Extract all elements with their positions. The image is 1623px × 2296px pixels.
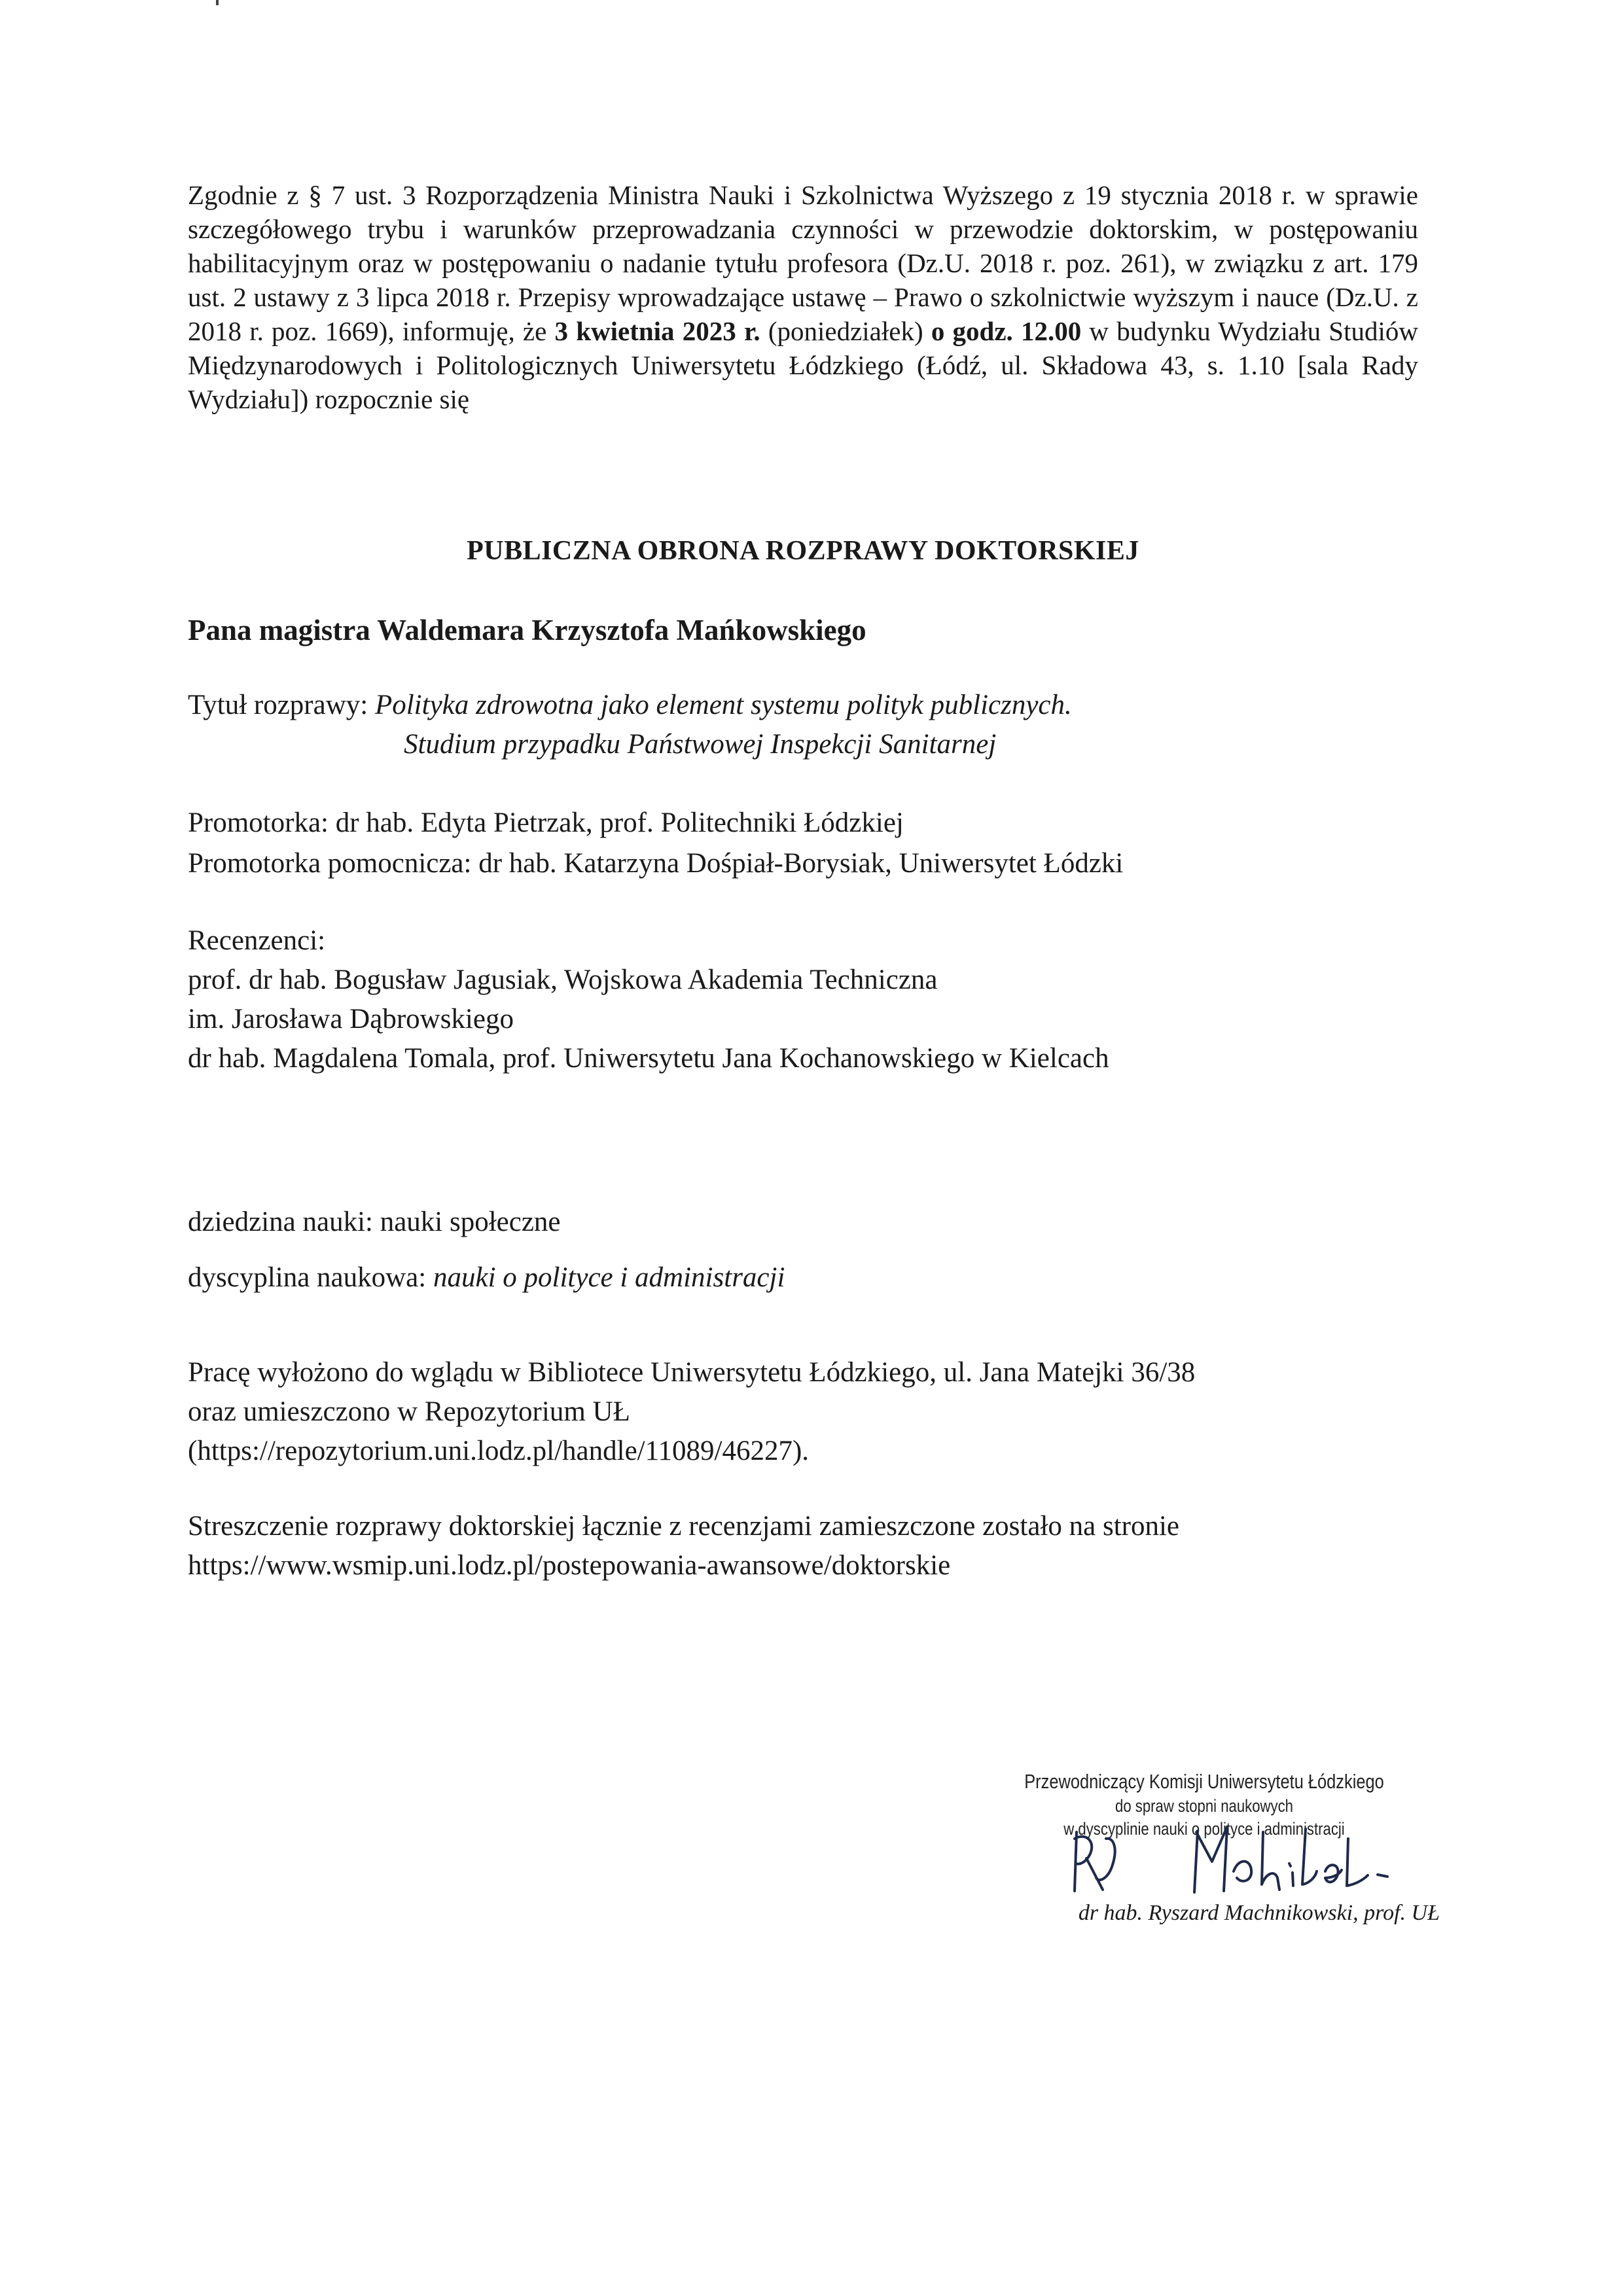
intro-text-2: (poniedziałek) bbox=[760, 316, 931, 346]
abstract-line1: Streszczenie rozprawy doktorskiej łącznie z recenzjami zamieszczone zostało na stronie bbox=[188, 1511, 1180, 1542]
field-of-science: dziedzina nauki: nauki społeczne bbox=[188, 1207, 561, 1237]
discipline-label: dyscyplina naukowa: bbox=[188, 1262, 433, 1293]
abstract-link[interactable]: https://www.wsmip.uni.lodz.pl/postepowania-awansowe/doktorskie bbox=[188, 1550, 951, 1581]
stamp-line2: do spraw stopni naukowych bbox=[1115, 1796, 1293, 1816]
scan-speck bbox=[216, 0, 219, 5]
thesis-title-line2: Studium przypadku Państwowej Inspekcji Sanitarnej bbox=[404, 729, 997, 760]
repository-link[interactable]: (https://repozytorium.uni.lodz.pl/handle/11089/46227). bbox=[188, 1436, 810, 1466]
availability-line1: Pracę wyłożono do wglądu w Bibliotece Uniwersytetu Łódzkiego, ul. Jana Matejki 36/38 bbox=[188, 1357, 1196, 1388]
supervisor-auxiliary: Promotorka pomocnicza: dr hab. Katarzyna Dośpiał-Borysiak, Uniwersytet Łódzki bbox=[188, 848, 1124, 879]
reviewer-2: dr hab. Magdalena Tomala, prof. Uniwersytetu Jana Kochanowskiego w Kielcach bbox=[188, 1043, 1109, 1074]
defense-time: o godz. 12.00 bbox=[931, 316, 1082, 346]
intro-paragraph bbox=[188, 178, 1418, 416]
reviewer-1-line1: prof. dr hab. Bogusław Jagusiak, Wojskowa Akademia Techniczna bbox=[188, 964, 938, 995]
intro-text-3: w budynku Wydziału Studiów Międzynarodowych i Politologicznych Uniwersytetu Łódzkiego (Łódź, ul. Składowa 43, s. 1.10 [sala Rady Wydziału]) rozpocznie się bbox=[188, 316, 1419, 414]
thesis-title-line1: Polityka zdrowotna jako element systemu polityk publicznych. bbox=[374, 690, 1072, 720]
defense-date: 3 kwietnia 2023 r. bbox=[554, 316, 760, 346]
candidate-name: Pana magistra Waldemara Krzysztofa Mańkowskiego bbox=[188, 614, 866, 646]
signer-name: dr hab. Ryszard Machnikowski, prof. UŁ bbox=[1078, 1901, 1440, 1925]
document-heading: PUBLICZNA OBRONA ROZPRAWY DOKTORSKIEJ bbox=[467, 536, 1139, 566]
discipline-row bbox=[188, 1260, 1431, 1296]
thesis-label: Tytuł rozprawy: bbox=[188, 690, 375, 720]
reviewers-label: Recenzenci: bbox=[188, 925, 326, 956]
stamp-line1: Przewodniczący Komisji Uniwersytetu Łódzkiego bbox=[1024, 1770, 1384, 1793]
handwritten-signature bbox=[1067, 1812, 1433, 1904]
intro-text-1: Zgodnie z § 7 ust. 3 Rozporządzenia Ministra Nauki i Szkolnictwa Wyższego z 19 stycznia 2018 r. w sprawie szczegółowego trybu i warunków przeprowadzania czynności w przewodzie doktorskim, w postępowaniu habilitacyjnym oraz w postępowaniu o nadanie tytułu profesora (Dz.U. 2018 r. poz. 261), w związku z art. 179 ust. 2 ustawy z 3 lipca 2018 r. Przepisy wprowadzające ustawę – Prawo o szkolnictwie wyższym i nauce (Dz.U. z 2018 r. poz. 1669), informuję, że bbox=[188, 180, 1418, 346]
reviewer-1-line2: im. Jarosława Dąbrowskiego bbox=[188, 1004, 514, 1034]
thesis-title-line2-row bbox=[404, 726, 1623, 763]
stamp-line3: w dyscyplinie nauki o polityce i administracji bbox=[1063, 1819, 1345, 1839]
availability-line2: oraz umieszczono w Repozytorium UŁ bbox=[188, 1396, 630, 1427]
discipline-value: nauki o polityce i administracji bbox=[433, 1262, 785, 1293]
thesis-title-row bbox=[188, 687, 1431, 724]
supervisor-main: Promotorka: dr hab. Edyta Pietrzak, prof. Politechniki Łódzkiej bbox=[188, 807, 904, 838]
